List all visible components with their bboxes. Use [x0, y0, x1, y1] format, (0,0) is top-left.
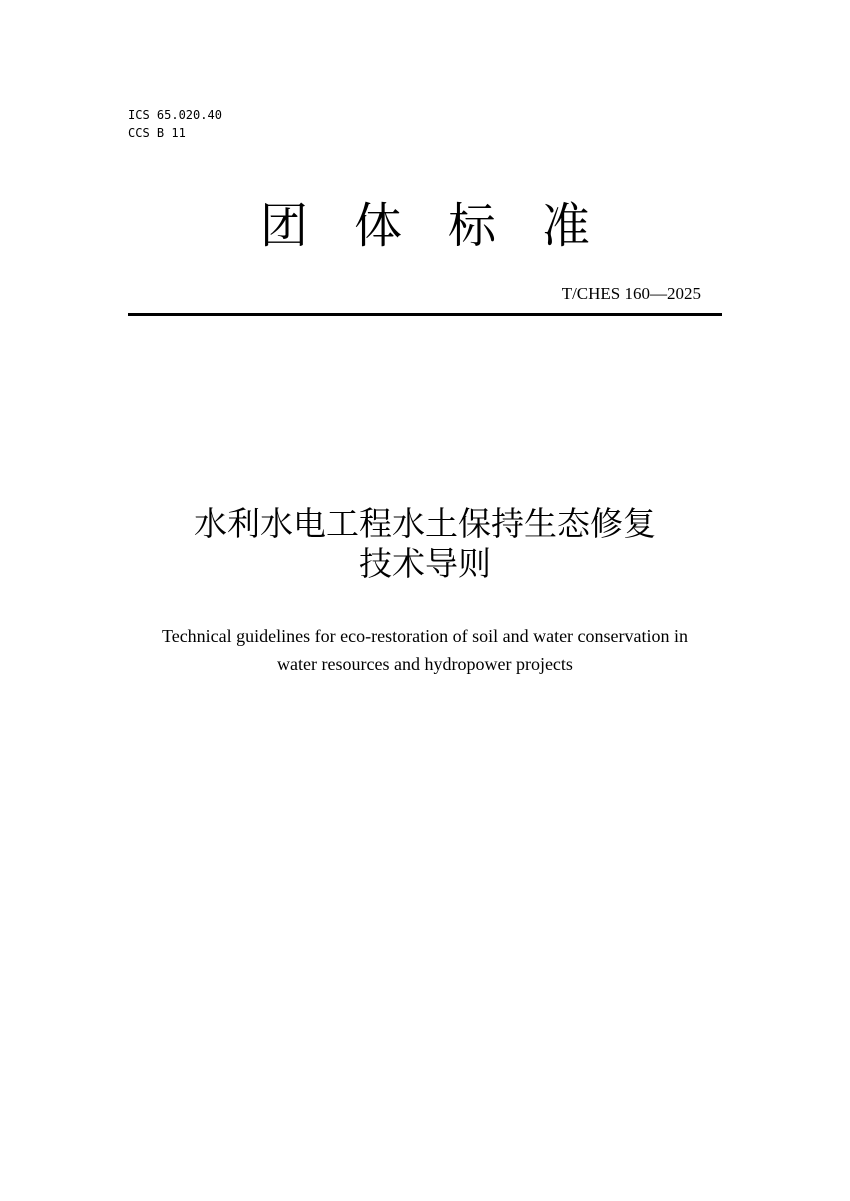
chinese-title-line-1: 水利水电工程水土保持生态修复: [194, 504, 656, 543]
english-title: [0, 622, 850, 678]
chinese-title-line-2: 技术导则: [359, 544, 491, 583]
standard-type-heading: 团体标准: [259, 198, 636, 254]
ccs-code: CCS B 11: [128, 126, 186, 140]
header-divider: [128, 313, 722, 316]
chinese-title: [0, 504, 850, 584]
standard-number: T/CHES 160—2025: [561, 284, 701, 303]
english-title-line-1: Technical guidelines for eco-restoration of soil and water conservation in: [161, 626, 689, 646]
classification-codes: [128, 106, 222, 142]
english-title-line-2: water resources and hydropower projects: [277, 654, 573, 674]
ics-code: ICS 65.020.40: [128, 108, 222, 122]
